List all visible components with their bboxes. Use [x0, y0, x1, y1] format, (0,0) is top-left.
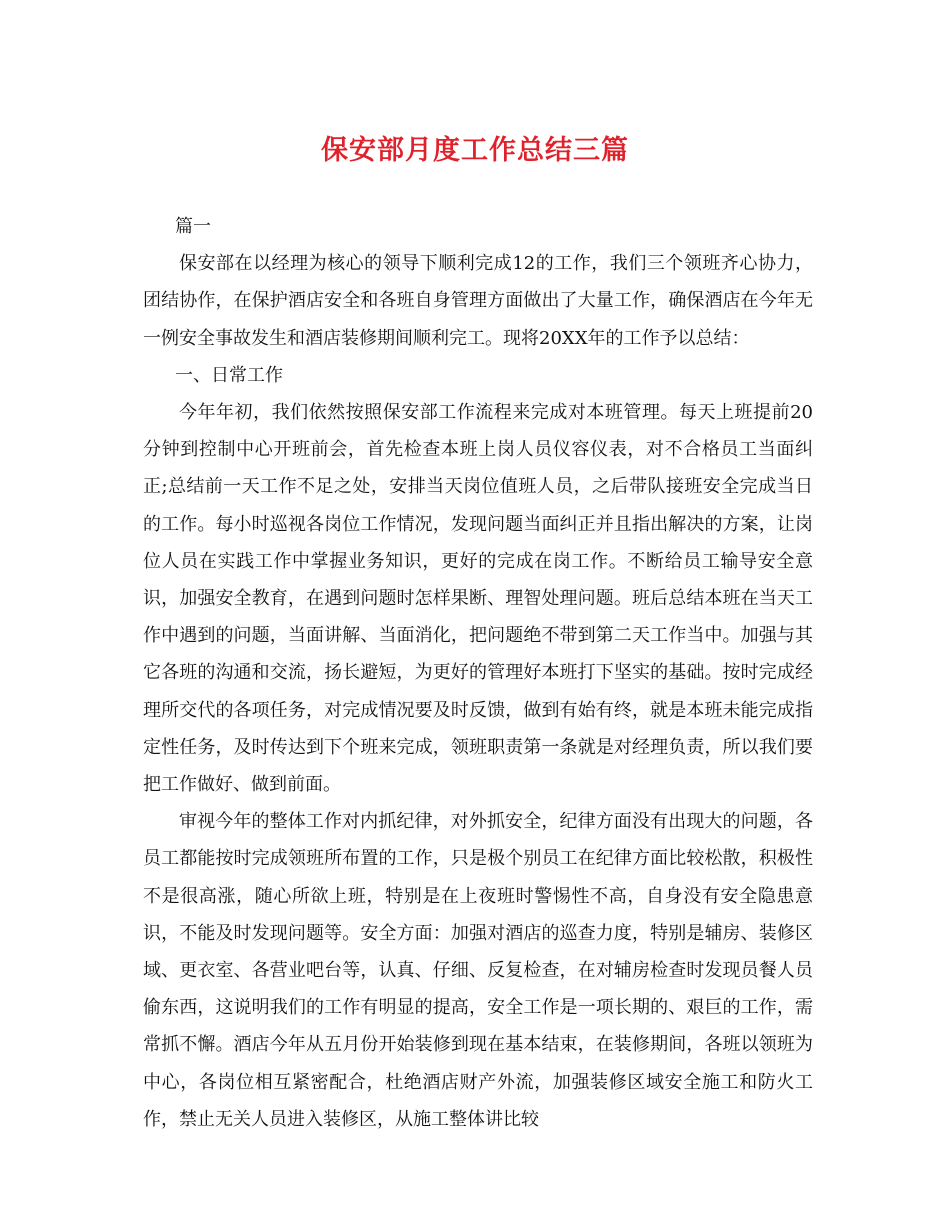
paragraph-review: 审视今年的整体工作对内抓纪律，对外抓安全，纪律方面没有出现大的问题，各员工都能按时完成领班所布置的工作，只是极个别员工在纪律方面比较松散，积极性不是很高涨，随心所欲上班，特别是在上夜班时警惕性不高，自身没有安全隐患意识，不能及时发现问题等。安全方面：加强对酒店的巡查力度，特别是辅房、装修区域、更衣室、各营业吧台等，认真、仔细、反复检查，在对辅房检查时发现员餐人员偷东西，这说明我们的工作有明显的提高，安全工作是一项长期的、艰巨的工作，需常抓不懈。酒店今年从五月份开始装修到现在基本结束，在装修期间，各班以领班为中心，各岗位相互紧密配合，杜绝酒店财产外流，加强装修区域安全施工和防火工作，禁止无关人员进入装修区，从施工整体讲比较 [143, 811, 813, 1130]
section-heading-daily-work: 一、日常工作 [175, 364, 283, 386]
section-label: 篇一 [175, 216, 211, 237]
document-title: 保安部月度工作总结三篇 [321, 135, 629, 166]
paragraph-daily-work: 今年年初，我们依然按照保安部工作流程来完成对本班管理。每天上班提前20分钟到控制中心开班前会，首先检查本班上岗人员仪容仪表，对不合格员工当面纠正;总结前一天工作不足之处，安排当天岗位值班人员，之后带队接班安全完成当日的工作。每小时巡视各岗位工作情况，发现问题当面纠正并且指出解决的方案，让岗位人员在实践工作中掌握业务知识，更好的完成在岗工作。不断给员工输导安全意识，加强安全教育，在遇到问题时怎样果断、理智处理问题。班后总结本班在当天工作中遇到的问题，当面讲解、当面消化，把问题绝不带到第二天工作当中。加强与其它各班的沟通和交流，扬长避短，为更好的管理好本班打下坚实的基础。按时完成经理所交代的各项任务，对完成情况要及时反馈，做到有始有终，就是本班未能完成指定性任务，及时传达到下个班来完成，领班职责第一条就是对经理负责，所以我们要把工作做好、做到前面。 [143, 402, 813, 796]
document-body [143, 208, 813, 1138]
paragraph-intro: 保安部在以经理为核心的领导下顺利完成12的工作，我们三个领班齐心协力，团结协作，在保护酒店安全和各班自身管理方面做出了大量工作，确保酒店在今年无一例安全事故发生和酒店装修期间顺利完工。现将20XX年的工作予以总结： [143, 253, 813, 349]
